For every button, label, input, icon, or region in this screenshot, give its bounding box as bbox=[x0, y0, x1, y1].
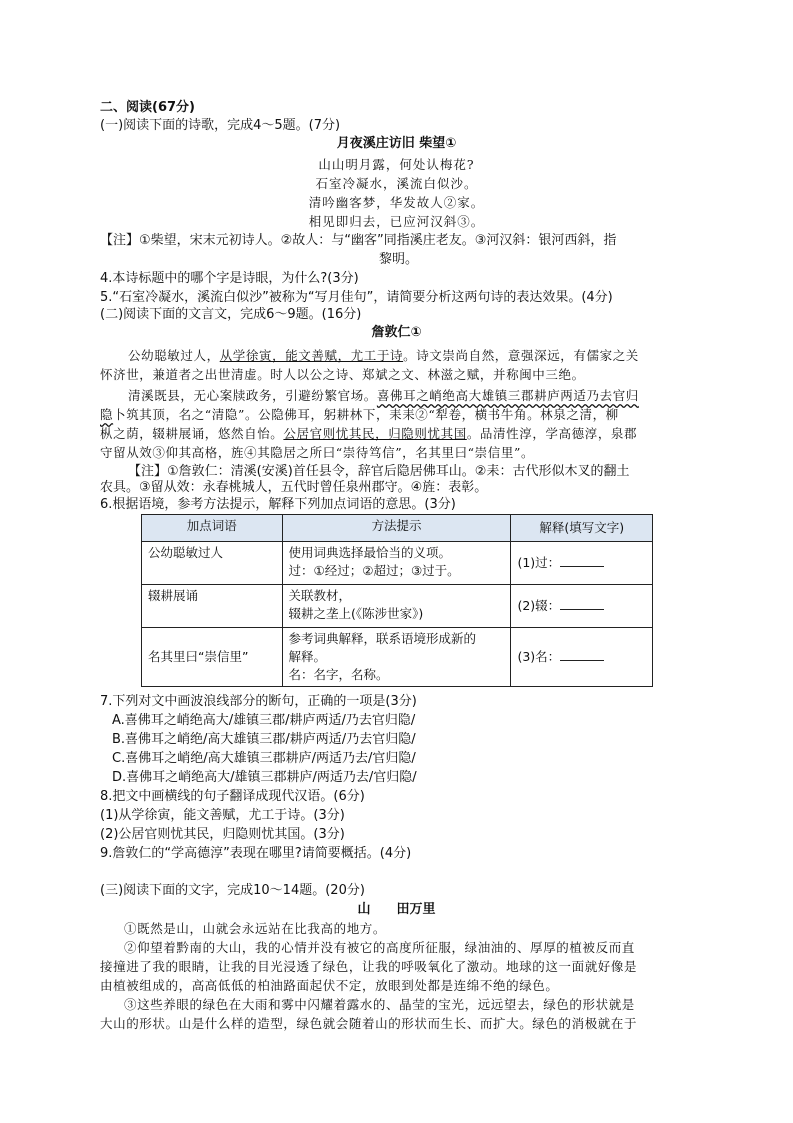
part3-instruction: (三)阅读下面的文字，完成10～14题。(20分) bbox=[100, 883, 365, 898]
option-b[interactable]: B.喜佛耳之峭绝/高大雄镇三郡/耕庐两适/乃去官归隐/ bbox=[112, 732, 416, 747]
part2-instruction: (二)阅读下面的文言文，完成6～9题。(16分) bbox=[100, 307, 362, 322]
classical-paragraph-2-cont: 枞之荫，辍耕展诵，悠然自怡。公居官则忧其民，归隐则忧其国。品清性淳，学高德淳，泉郡 bbox=[100, 426, 638, 441]
essay-line: 由植被组成的，高高低低的柏油路面起伏不定，放眼到处都是连绵不绝的绿色。 bbox=[100, 978, 559, 993]
vocab-table bbox=[141, 514, 653, 687]
table-row bbox=[142, 542, 653, 585]
classical-paragraph-2-cont: 守留从效③仰其高格，旌④其隐居之所曰“崇待笃信”，名其里曰“崇信里”。 bbox=[100, 445, 535, 460]
classical-paragraph-1: 公幼聪敏过人，从学徐寅，能文善赋，尤工于诗。诗文崇尚自然，意强深远，有儒家之关 bbox=[128, 348, 639, 363]
underlined-sentence-1: 从学徐寅，能文善赋，尤工于诗 bbox=[219, 348, 404, 363]
classical-paragraph-2-cont: 隐卜筑其顶，名之“清隐”。公隐佛耳，躬耕林下，耒耒②“犁卷，横书牛角。林泉之清，柳 bbox=[100, 407, 619, 422]
section-title: 二、阅读(67分) bbox=[100, 100, 195, 115]
table-cell-answer[interactable]: (1)过： bbox=[511, 542, 653, 585]
table-row bbox=[142, 585, 653, 628]
essay-line: ③这些养眼的绿色在大雨和雾中闪耀着露水的、晶莹的宝光，远远望去，绿色的形状就是 bbox=[124, 997, 635, 1012]
poem-title: 月夜溪庄访旧 柴望① bbox=[336, 136, 457, 151]
essay-line: 大山的形状。山是什么样的造型，绿色就会随着山的形状而生长、而扩大。绿色的消极就在于 bbox=[100, 1016, 638, 1031]
question-8-item: (1)从学徐寅，能文善赋，尤工于诗。(3分) bbox=[100, 808, 345, 823]
poem-note: 【注】①柴望，宋末元初诗人。②故人：与“幽客”同指溪庄老友。③河汉斜：银河西斜，指 bbox=[100, 233, 617, 248]
table-cell-hint: 参考词典解释，联系语境形成新的 解释。 名：名字，名称。 bbox=[282, 628, 511, 687]
poem-line: 相见即归去，已应河汉斜③。 bbox=[308, 214, 485, 229]
table-cell-word: 名其里曰“崇信里” bbox=[142, 628, 283, 687]
essay-line: 接撞进了我的眼睛，让我的目光浸透了绿色，让我的呼吸氧化了激动。地球的这一面就好像是 bbox=[100, 959, 638, 974]
table-header: 方法提示 bbox=[282, 515, 511, 542]
option-a[interactable]: A.喜佛耳之峭绝高大/雄镇三郡/耕庐两适/乃去官归隐/ bbox=[112, 713, 416, 728]
table-cell-word: 公幼聪敏过人 bbox=[142, 542, 283, 585]
answer-blank[interactable] bbox=[560, 554, 604, 567]
question-9: 9.詹敦仁的“学高德淳”表现在哪里?请简要概括。(4分) bbox=[100, 846, 412, 861]
poem-line: 石室冷凝水，溪流白似沙。 bbox=[315, 176, 478, 191]
classical-note: 【注】①詹敦仁：清溪(安溪)首任县令，辞官后隐居佛耳山。②耒：古代形似木叉的翻土 bbox=[128, 464, 630, 479]
table-header: 加点词语 bbox=[142, 515, 283, 542]
table-row bbox=[142, 628, 653, 687]
question-8-item: (2)公居官则忧其民，归隐则忧其国。(3分) bbox=[100, 827, 345, 842]
essay-line: ①既然是山，山就会永远站在比我高的地方。 bbox=[124, 921, 387, 936]
poem-note-cont: 黎明。 bbox=[379, 252, 419, 267]
answer-blank[interactable] bbox=[560, 597, 604, 610]
essay-title: 山 田万里 bbox=[357, 902, 436, 917]
answer-blank[interactable] bbox=[560, 648, 604, 661]
table-cell-answer[interactable]: (3)名： bbox=[511, 628, 653, 687]
table-cell-hint: 使用词典选择最恰当的义项。 过：①经过；②超过；③过于。 bbox=[282, 542, 511, 585]
option-d[interactable]: D.喜佛耳之峭绝高大/雄镇三郡耕庐/两适乃去/官归隐/ bbox=[112, 770, 417, 785]
question-8: 8.把文中画横线的句子翻译成现代汉语。(6分) bbox=[100, 789, 365, 804]
table-cell-hint: 关联教材， 辍耕之垄上(《陈涉世家》) bbox=[282, 585, 511, 628]
question-5: 5.“石室冷凝水，溪流白似沙”被称为“写月佳句”，请简要分析这两句诗的表达效果。(4分) bbox=[100, 290, 613, 305]
classical-text-title: 詹敦仁① bbox=[371, 325, 422, 340]
essay-line: ②仰望着黔南的大山，我的心情并没有被它的高度所征服，绿油油的、厚厚的植被反而直 bbox=[124, 940, 635, 955]
table-cell-word: 辍耕展诵 bbox=[142, 585, 283, 628]
part1-instruction: (一)阅读下面的诗歌，完成4～5题。(7分) bbox=[100, 118, 341, 133]
poem-line: 清吟幽客梦，华发故人②家。 bbox=[308, 195, 485, 210]
classical-paragraph-1-cont: 怀济世，兼道者之出世清虚。时人以公之诗、郑斌之文、林滋之赋，并称闽中三绝。 bbox=[100, 367, 585, 382]
underlined-sentence-2: 公居官则忧其民，归隐则忧其国 bbox=[283, 426, 467, 441]
classical-note-cont: 农具。③留从效：永春桃城人，五代时曾任泉州郡守。④旌：表彰。 bbox=[100, 480, 488, 495]
question-7: 7.下列对文中画波浪线部分的断句，正确的一项是(3分) bbox=[100, 694, 417, 709]
option-c[interactable]: C.喜佛耳之峭绝/高大雄镇三郡耕庐/两适乃去/官归隐/ bbox=[112, 751, 416, 766]
poem-line: 山山明月露，何处认梅花? bbox=[318, 157, 475, 172]
table-cell-answer[interactable]: (2)辍： bbox=[511, 585, 653, 628]
wavy-sentence: 喜佛耳之峭绝高大雄镇三郡耕庐两适乃去官归 bbox=[376, 388, 639, 403]
question-6: 6.根据语境，参考方法提示，解释下列加点词语的意思。(3分) bbox=[100, 497, 456, 512]
table-header: 解释(填写文字) bbox=[511, 515, 653, 542]
question-4: 4.本诗标题中的哪个字是诗眼，为什么?(3分) bbox=[100, 271, 359, 286]
classical-paragraph-2: 清溪既县，无心案牍政务，引避纷繁官场。喜佛耳之峭绝高大雄镇三郡耕庐两适乃去官归 bbox=[128, 388, 639, 403]
table-header-row bbox=[142, 515, 653, 542]
